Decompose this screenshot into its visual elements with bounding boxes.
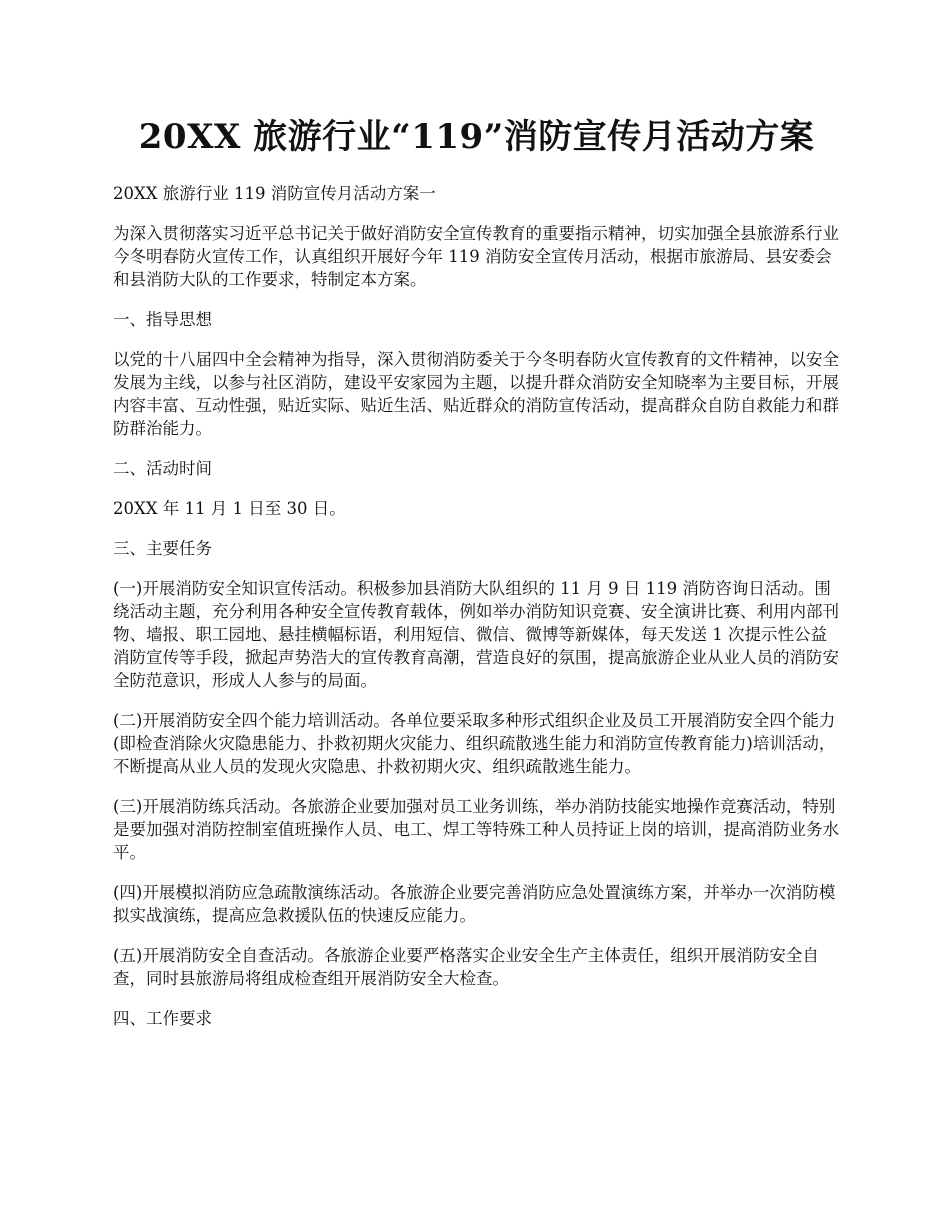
- section-heading-main-tasks: 三、主要任务: [113, 539, 212, 558]
- task-paragraph-4: (四)开展模拟消防应急疏散演练活动。各旅游企业要完善消防应急处置演练方案，并举办一次消防模拟实战演练，提高应急救援队伍的快速反应能力。: [113, 883, 836, 925]
- guiding-ideology-paragraph: 以党的十八届四中全会精神为指导，深入贯彻消防委关于今冬明春防火宣传教育的文件精神，以安全发展为主线，以参与社区消防，建设平安家园为主题，以提升群众消防安全知晓率为主要目标，开展内容丰富、互动性强，贴近实际、贴近生活、贴近群众的消防宣传活动，提高群众自防自救能力和群防群治能力。: [113, 350, 839, 438]
- section-heading-activity-time: 二、活动时间: [113, 459, 212, 478]
- activity-time-paragraph: 20XX 年 11 月 1 日至 30 日。: [113, 499, 346, 518]
- task-paragraph-1: (一)开展消防安全知识宣传活动。积极参加县消防大队组织的 11 月 9 日 119 消防咨询日活动。围绕活动主题，充分利用各种安全宣传教育载体，例如举办消防知识竞赛、安全演讲比赛、利用内部刊物、墙报、职工园地、悬挂横幅标语，利用短信、微信、微博等新媒体，每天发送 1 次提示性公益消防宣传等手段，掀起声势浩大的宣传教育高潮，营造良好的氛围，提高旅游企业从业人员的消防安全防范意识，形成人人参与的局面。: [113, 579, 839, 690]
- task-paragraph-3: (三)开展消防练兵活动。各旅游企业要加强对员工业务训练，举办消防技能实地操作竞赛活动，特别是要加强对消防控制室值班操作人员、电工、焊工等特殊工种人员持证上岗的培训，提高消防业务水平。: [113, 797, 839, 862]
- section-heading-work-requirements: 四、工作要求: [113, 1009, 212, 1028]
- intro-paragraph: 为深入贯彻落实习近平总书记关于做好消防安全宣传教育的重要指示精神，切实加强全县旅游系行业今冬明春防火宣传工作，认真组织开展好今年 119 消防安全宣传月活动，根据市旅游局、县安委会和县消防大队的工作要求，特制定本方案。: [113, 224, 839, 289]
- subtitle-paragraph: 20XX 旅游行业 119 消防宣传月活动方案一: [113, 184, 436, 203]
- task-paragraph-5: (五)开展消防安全自查活动。各旅游企业要严格落实企业安全生产主体责任，组织开展消防安全自查，同时县旅游局将组成检查组开展消防安全大检查。: [113, 946, 819, 988]
- task-paragraph-2: (二)开展消防安全四个能力培训活动。各单位要采取多种形式组织企业及员工开展消防安全四个能力(即检查消除火灾隐患能力、扑救初期火灾能力、组织疏散逃生能力和消防宣传教育能力)培训活动，不断提高从业人员的发现火灾隐患、扑救初期火灾、组织疏散逃生能力。: [113, 711, 836, 776]
- document-title: 20XX 旅游行业“119”消防宣传月活动方案: [138, 117, 815, 157]
- section-heading-guiding-ideology: 一、指导思想: [113, 310, 212, 329]
